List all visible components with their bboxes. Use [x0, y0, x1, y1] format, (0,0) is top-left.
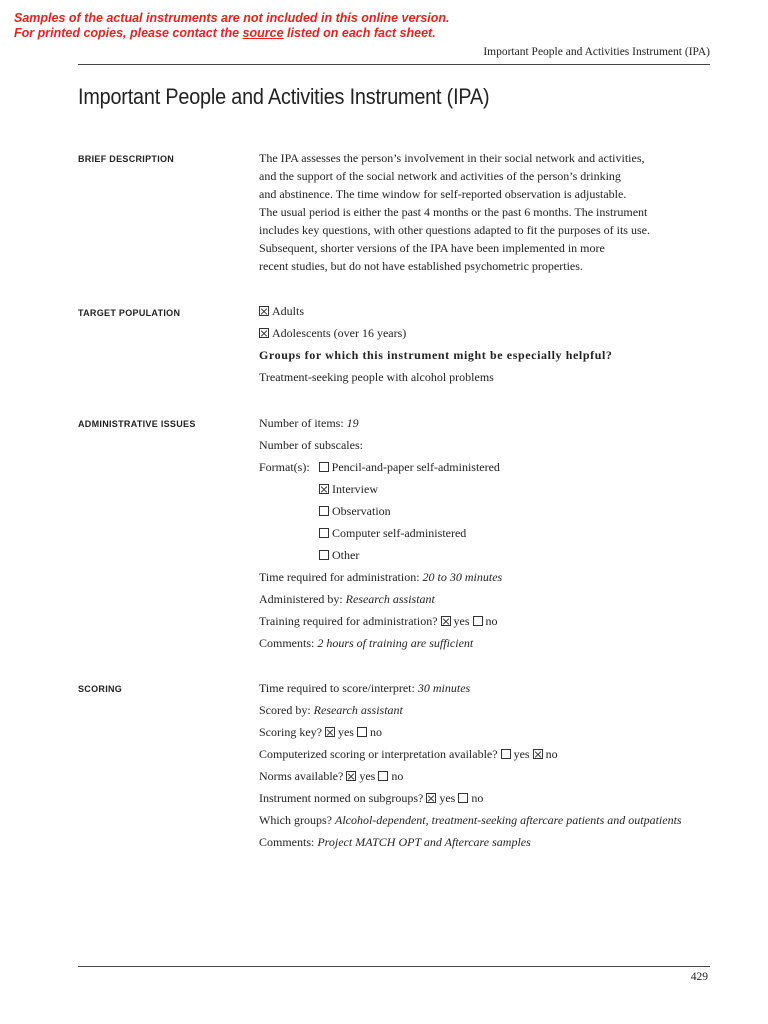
which-groups-value: Alcohol-dependent, treatment-seeking aftercare patients and outpatients — [334, 813, 682, 827]
yes-label: yes — [439, 791, 456, 805]
normed-on-subgroups — [259, 787, 682, 809]
target-population-section — [259, 300, 613, 388]
no-label: no — [391, 769, 404, 783]
helpful-groups-question: Groups for which this instrument might be especially helpful? — [259, 348, 613, 362]
scoring-comments-value: Project MATCH OPT and Aftercare samples — [317, 835, 531, 849]
norms-label: Norms available? — [259, 769, 344, 783]
which-groups-label: Which groups? — [259, 813, 335, 827]
checked-checkbox-icon — [426, 793, 436, 803]
header-divider — [78, 64, 710, 65]
format-option-pencil — [259, 456, 502, 478]
checked-checkbox-icon — [259, 306, 269, 316]
number-of-items — [259, 412, 502, 434]
page-number: 429 — [690, 971, 708, 983]
scored-by-value: Research assistant — [313, 703, 403, 717]
brief-description-text — [259, 149, 699, 275]
scored-by — [259, 699, 682, 721]
format-option-observation — [259, 500, 502, 522]
brief-line: and the support of the social network and activities of the person’s drinking — [259, 169, 621, 183]
scoring-comments — [259, 831, 682, 853]
administered-by-label: Administered by: — [259, 592, 346, 606]
unchecked-checkbox-icon — [473, 616, 483, 626]
brief-line: recent studies, but do not have established psychometric properties. — [259, 259, 583, 273]
target-population-label: TARGET POPULATION — [78, 308, 181, 318]
unchecked-checkbox-icon — [501, 749, 511, 759]
subgroups-label: Instrument normed on subgroups? — [259, 791, 424, 805]
admin-comments-value: 2 hours of training are sufficient — [317, 636, 474, 650]
administrative-issues-section — [259, 412, 502, 654]
number-of-subscales: Number of subscales: — [259, 438, 363, 452]
scoring-key-label: Scoring key? — [259, 725, 322, 739]
no-label: no — [485, 614, 498, 628]
brief-line: The usual period is either the past 4 months or the past 6 months. The instrument — [259, 205, 648, 219]
items-label: Number of items: — [259, 416, 347, 430]
admin-time-label: Time required for administration: — [259, 570, 423, 584]
computerized-scoring — [259, 743, 682, 765]
brief-description-label: BRIEF DESCRIPTION — [78, 154, 175, 164]
scoring-key — [259, 721, 682, 743]
adolescents-label: Adolescents (over 16 years) — [272, 326, 407, 340]
no-label: no — [369, 725, 382, 739]
format-label: Pencil-and-paper self-administered — [331, 460, 500, 474]
yes-label: yes — [453, 614, 470, 628]
page-title: Important People and Activities Instrument (IPA) — [78, 84, 490, 109]
unchecked-checkbox-icon — [319, 550, 329, 560]
notice-line-2-end: listed on each fact sheet. — [283, 26, 436, 40]
yes-label: yes — [359, 769, 376, 783]
admin-comments-label: Comments: — [259, 636, 318, 650]
scoring-section — [259, 677, 682, 853]
brief-line: The IPA assesses the person’s involvement in their social network and activities, — [259, 151, 645, 165]
source-link[interactable]: source — [242, 26, 284, 40]
unchecked-checkbox-icon — [319, 506, 329, 516]
checked-checkbox-icon — [319, 484, 329, 494]
no-label: no — [471, 791, 484, 805]
adolescents-option — [259, 322, 613, 344]
checked-checkbox-icon — [346, 771, 356, 781]
unchecked-checkbox-icon — [319, 528, 329, 538]
formats-label: Format(s): — [259, 460, 310, 474]
training-label: Training required for administration? — [259, 614, 438, 628]
administration-time — [259, 566, 502, 588]
format-label: Other — [332, 548, 360, 562]
running-head: Important People and Activities Instrument (IPA) — [483, 46, 710, 58]
checked-checkbox-icon — [325, 727, 335, 737]
footer-divider — [78, 966, 710, 967]
format-option-interview — [259, 478, 502, 500]
format-option-other — [259, 544, 502, 566]
brief-line: Subsequent, shorter versions of the IPA have been implemented in more — [259, 241, 605, 255]
admin-comments — [259, 632, 502, 654]
notice-line-2-start: For printed copies, please contact the — [14, 26, 243, 40]
yes-label: yes — [337, 725, 354, 739]
helpful-groups-answer: Treatment-seeking people with alcohol problems — [259, 370, 494, 384]
computerized-label: Computerized scoring or interpretation available? — [259, 747, 498, 761]
scored-by-label: Scored by: — [259, 703, 314, 717]
checked-checkbox-icon — [533, 749, 543, 759]
unchecked-checkbox-icon — [378, 771, 388, 781]
checked-checkbox-icon — [259, 328, 269, 338]
scoring-comments-label: Comments: — [259, 835, 318, 849]
online-version-notice — [14, 11, 450, 41]
training-required — [259, 610, 502, 632]
administrative-issues-label: ADMINISTRATIVE ISSUES — [78, 419, 196, 429]
format-label: Observation — [332, 504, 391, 518]
format-label: Computer self-administered — [332, 526, 467, 540]
brief-line: and abstinence. The time window for self-reported observation is adjustable. — [259, 187, 627, 201]
brief-line: includes key questions, with other questions adapted to fit the purposes of its use. — [259, 223, 650, 237]
no-label: no — [545, 747, 558, 761]
scoring-label: SCORING — [78, 684, 123, 694]
admin-time-value: 20 to 30 minutes — [422, 570, 503, 584]
unchecked-checkbox-icon — [458, 793, 468, 803]
administered-by — [259, 588, 502, 610]
format-label: Interview — [332, 482, 378, 496]
administered-by-value: Research assistant — [345, 592, 435, 606]
checked-checkbox-icon — [441, 616, 451, 626]
which-groups — [259, 809, 682, 831]
norms-available — [259, 765, 682, 787]
yes-label: yes — [513, 747, 530, 761]
notice-line-1: Samples of the actual instruments are not included in this online version. — [14, 11, 450, 25]
unchecked-checkbox-icon — [319, 462, 329, 472]
scoring-time — [259, 677, 682, 699]
scoring-time-value: 30 minutes — [417, 681, 471, 695]
items-value: 19 — [346, 416, 359, 430]
notice-line-2 — [14, 26, 450, 41]
format-option-computer — [259, 522, 502, 544]
adults-label: Adults — [272, 304, 305, 318]
scoring-time-label: Time required to score/interpret: — [259, 681, 418, 695]
unchecked-checkbox-icon — [357, 727, 367, 737]
adults-option — [259, 300, 613, 322]
